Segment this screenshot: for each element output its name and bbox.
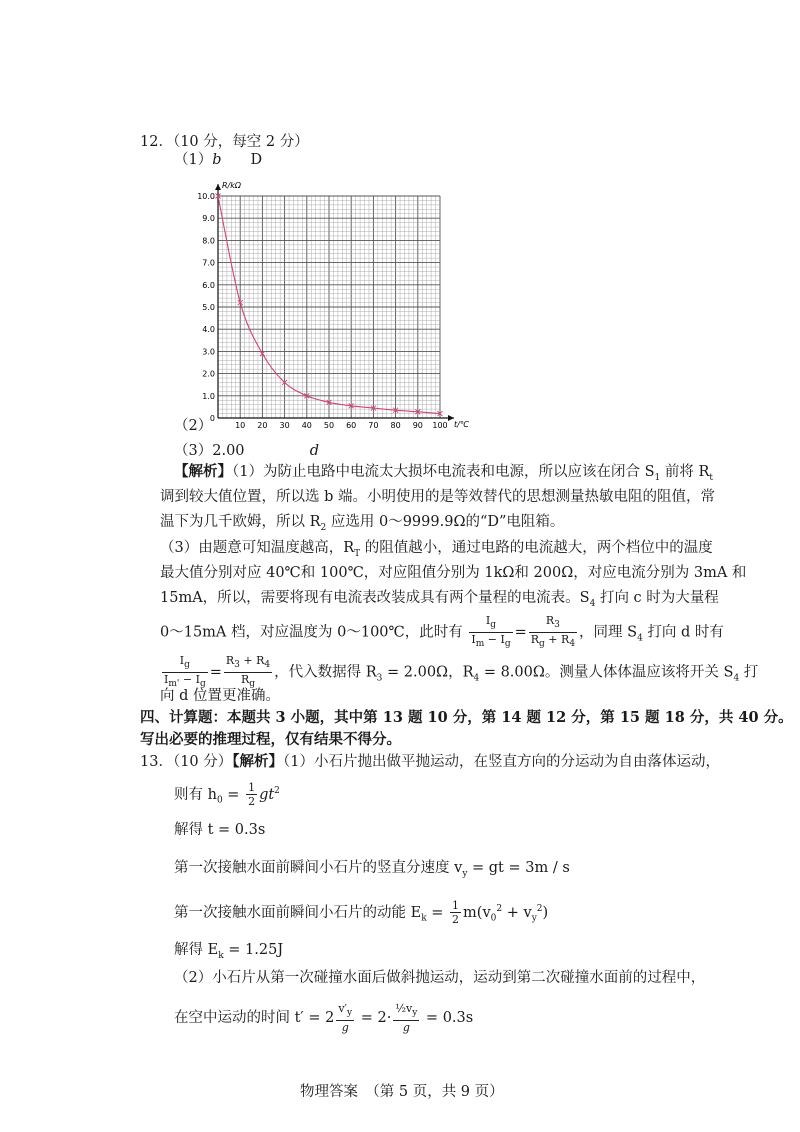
q12-part1-label: （1） [174, 152, 213, 168]
q12-analysis-line9: 向 d 位置更准确。 [160, 688, 280, 704]
t: 解得 E [174, 942, 219, 958]
q12-analysis-line6 [160, 588, 719, 614]
q12-analysis-line8: $\frac{I_g}{I_{m'} - I_g}$ = $\frac{R_3 + R_4}{R_g}$ ，代入数据得 $R_3 = 2.00\Omega$，$R_4 = 8.00\Omega$。测量人体体温应该将开关 $S_4$ 打 [164, 654, 759, 690]
s: 3 [554, 620, 560, 631]
t: m(v [463, 904, 491, 921]
q12-part3 [174, 441, 319, 461]
s: y [347, 1008, 353, 1019]
text: 0～15mA 档，对应温度为 0～100℃，此时有 [160, 624, 463, 641]
text: 打向 c 时为大量程 [595, 590, 719, 606]
sub: 4 [733, 673, 740, 684]
y-tick-label: 4.0 [202, 325, 215, 335]
s: m' [168, 679, 180, 690]
t: R [225, 654, 235, 667]
q12-analysis-line3 [160, 512, 564, 538]
sub: 1 [654, 472, 661, 483]
analysis-tag: 【解析】 [232, 753, 284, 770]
q13-eq2: 解得 t = 0.3s [174, 822, 266, 838]
y-tick-label: 2.0 [202, 369, 215, 379]
q13-line2: （2）小石片从第一次碰撞水面后做斜抛运动，运动到第二次碰撞水面前的过程中， [174, 970, 706, 986]
s: 0 [216, 795, 223, 806]
t: 第一次接触水面前瞬间小石片的竖直分速度 v [174, 860, 463, 876]
q12-part1-answer-1: b [212, 152, 222, 168]
x-tick-label: 20 [257, 421, 268, 430]
y-axis-label: R/kΩ [222, 181, 241, 190]
fraction-half [246, 781, 257, 808]
t: ½v [395, 1001, 413, 1015]
x-tick-label: 100 [432, 421, 448, 430]
d: 2 [452, 913, 460, 927]
t: 在空中运动的时间 t′ = 2 [174, 1010, 335, 1026]
d: g [402, 1021, 410, 1035]
s: 3 [234, 660, 240, 671]
fraction-ig-over-im [469, 614, 512, 651]
sub: t [709, 472, 714, 483]
s: y [462, 868, 468, 879]
q12-part3-answer-1: 2.00 [212, 443, 245, 459]
q12-part1 [174, 150, 262, 170]
rt-chart-svg [196, 170, 469, 435]
t: = 1.25J [223, 942, 284, 958]
q13-eq3 [174, 858, 570, 884]
x-tick-label: 10 [235, 421, 246, 430]
t: = 0.3s [421, 1010, 474, 1026]
y-tick-label: 10.0 [197, 192, 215, 201]
q12-analysis-line4 [160, 538, 713, 564]
x-tick-label: 70 [368, 421, 379, 430]
t: = [426, 904, 449, 921]
text: 打 [739, 664, 759, 681]
t: + v [502, 904, 532, 921]
s: 4 [569, 639, 576, 650]
q13-eq1 [174, 775, 280, 817]
x-tick-label: 60 [346, 421, 357, 430]
s: 4 [264, 660, 271, 671]
y-tick-label: 1.0 [202, 391, 215, 401]
text: = 2.00Ω，R [382, 664, 474, 681]
rt-chart [196, 170, 469, 435]
s: g [504, 639, 511, 650]
t: I [471, 633, 476, 647]
q13-eq6 [174, 1000, 473, 1036]
t: − I [179, 673, 200, 687]
s: g [199, 679, 206, 690]
q13-eq4 [174, 893, 548, 935]
y-tick-label: 7.0 [202, 258, 215, 268]
q12-analysis-line1 [174, 462, 713, 488]
s: m [475, 639, 485, 650]
n: 1 [248, 781, 256, 795]
t: R [530, 633, 540, 647]
y-axis-arrow [215, 184, 221, 190]
n: 1 [452, 899, 460, 913]
t: + R [544, 633, 570, 647]
sub: 4 [637, 633, 643, 644]
x-axis-label: t/℃ [454, 420, 469, 429]
q12-part3-answer-2: d [309, 443, 320, 459]
analysis-tag: 【解析】 [174, 463, 232, 480]
text: 应选用 0～9999.9Ω的“D”电阻箱。 [326, 514, 565, 530]
t: I [164, 673, 169, 687]
q12-part1-answer-2: D [250, 152, 263, 168]
q13-line1 [140, 752, 720, 772]
section4-heading: 四、计算题：本题共 3 小题，其中第 13 题 10 分，第 14 题 12 分，第 15 题 18 分，共 40 分。 [140, 709, 793, 726]
text: ，同理 S [579, 624, 638, 641]
page-footer: 物理答案 （第 5 页，共 9 页） [300, 1084, 504, 1100]
s: g [539, 639, 545, 650]
text: 前将 R [660, 464, 710, 480]
s: k [218, 950, 224, 961]
t: I [485, 614, 491, 627]
t: 则有 h [174, 786, 217, 803]
text: = 8.00Ω。测量人体体温应该将开关 S [479, 664, 734, 681]
sub: 3 [376, 673, 383, 684]
q12-analysis-line7: 0～15mA 档，对应温度为 0～100℃，此时有 $\frac{I_g}{I_m - I_g}$ = $\frac{R_3}{R_g + R_4}$ ，同理 $S_4$ 打向 d 时有 [160, 614, 724, 650]
t: = 2· [356, 1010, 392, 1026]
s: 2 [536, 904, 543, 914]
t: R [545, 614, 555, 627]
s: g [249, 679, 256, 690]
y-tick-label: 9.0 [202, 214, 215, 224]
y-tick-label: 6.0 [202, 280, 215, 290]
y-tick-label: 0 [209, 414, 215, 423]
sub: 4 [589, 598, 596, 609]
t: v′ [338, 1001, 348, 1015]
y-tick-label: 5.0 [202, 303, 215, 312]
s: 0 [490, 913, 497, 924]
t: gt [259, 786, 275, 803]
x-tick-label: 40 [301, 421, 312, 430]
s: 2 [274, 786, 280, 796]
text: 打向 d 时有 [642, 624, 724, 641]
q12-header: 12．（10 分，每空 2 分） [140, 134, 309, 150]
t: − I [484, 633, 505, 647]
section4-instruction: 写出必要的推理过程，仅有结果不得分。 [140, 731, 401, 748]
s: g [490, 620, 497, 631]
text: （1）小石片抛出做平抛运动，在竖直方向的分运动为自由落体运动， [283, 754, 720, 770]
y-tick-label: 8.0 [202, 236, 215, 246]
s: k [421, 913, 427, 924]
d: 2 [248, 795, 256, 809]
d: g [341, 1021, 349, 1035]
s: y [531, 913, 537, 924]
s: y [412, 1008, 418, 1019]
text: 的阻值越小，通过电路的电流越大，两个档位中的温度 [360, 540, 713, 556]
q12-analysis-line5: 最大值分别对应 40℃和 100℃，对应阻值分别为 1kΩ和 200Ω，对应电流分别为 3mA 和 [160, 565, 747, 581]
sub: T [354, 548, 361, 559]
y-tick-label: 3.0 [202, 347, 215, 357]
x-tick-label: 50 [323, 421, 335, 430]
q13-eq5 [174, 940, 283, 966]
t: 第一次接触水面前瞬间小石片的动能 E [174, 904, 422, 921]
fraction-half [450, 899, 461, 926]
sub: 2 [320, 522, 327, 533]
text: ，代入数据得 R [274, 664, 377, 681]
q12-part3-label: （3） [174, 443, 213, 459]
x-tick-label: 30 [279, 421, 290, 430]
text: （3）由题意可知温度越高，R [160, 540, 355, 556]
q12-analysis-line2: 调到较大值位置，所以选 b 端。小明使用的是等效替代的思想测量热敏电阻的阻值，常 [160, 489, 715, 505]
text: 温下为几千欧姆，所以 R [160, 514, 321, 530]
t: I [179, 654, 185, 667]
t: = [222, 786, 245, 803]
t: = gt = 3m / s [467, 860, 570, 876]
q12-part2-label: （2） [174, 418, 213, 434]
fraction-vy-over-g [336, 1002, 354, 1034]
t: ) [542, 904, 549, 921]
t: + R [239, 654, 265, 667]
text: 15mA，所以，需要将现有电流表改装成具有两个量程的电流表。S [160, 590, 590, 606]
s: g [184, 660, 190, 671]
fraction-halfvy-over-g [393, 1002, 419, 1034]
sub: 4 [473, 673, 480, 684]
x-tick-label: 80 [390, 421, 401, 430]
q13-header: 13．（10 分） [140, 754, 233, 770]
fraction-r3-over-rg [529, 614, 577, 651]
text: （1）为防止电路中电流太大损坏电流表和电源，所以应该在闭合 S [232, 464, 655, 480]
t: R [240, 673, 250, 687]
s: 2 [496, 904, 503, 914]
x-tick-label: 90 [412, 421, 423, 430]
